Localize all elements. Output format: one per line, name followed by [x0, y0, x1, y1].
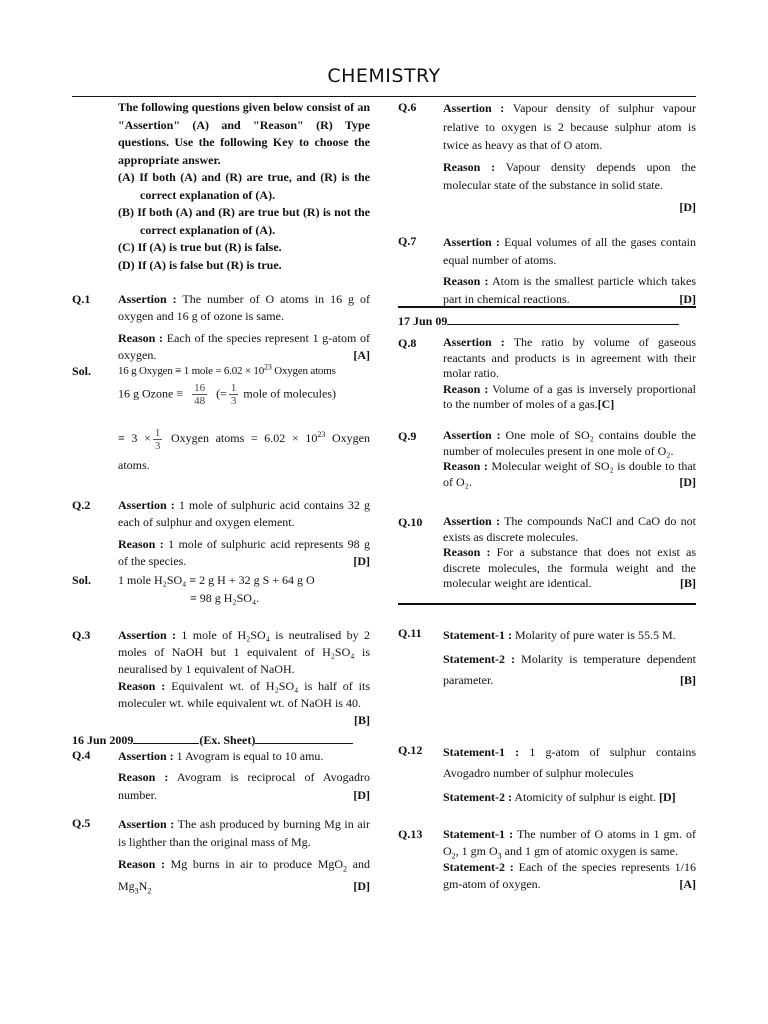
- q6-assertion: Assertion : Vapour density of sulphur vapour relative to oxygen is 2 because sulphur atom is twice as heavy as that of O atom.: [443, 101, 696, 152]
- q1-sol-line1: 16 g Oxygen ≡ 1 mole = $6.02 \times 10^{23}$ Oxygen atoms: [118, 362, 336, 377]
- q3-answer: [B]: [354, 713, 370, 727]
- q13-block: [443, 826, 696, 892]
- q4-answer: [D]: [353, 788, 370, 802]
- q10-assertion: Assertion : The compounds NaCl and CaO do not exists as discrete molecules.: [443, 514, 696, 544]
- fraction: $\frac{16}{48}$: [194, 382, 206, 407]
- q13-statement1: Statement-1 : The number of O atoms in 1 gm. of $O_2$, 1 gm $O_3$ and 1 gm of atomic oxygen is same.: [443, 827, 696, 860]
- q12-statement1: Statement-1 : 1 g-atom of sulphur contains Avogadro number of sulphur molecules: [443, 745, 696, 780]
- q10-number: Q.10: [398, 515, 423, 529]
- section-rule: [398, 603, 696, 605]
- q11-statement2: Statement-2 : Molarity is temperature dependent parameter. [B]: [443, 649, 696, 691]
- q13-statement2: Statement-2 : Each of the species represents 1/16 gm-atom of oxygen. [A]: [443, 860, 696, 891]
- q12-answer: [D]: [658, 790, 676, 804]
- q2-sol-line2: ≡ 98 g H₂SO₄.: [190, 591, 260, 605]
- q5-assertion: Assertion : The ash produced by burning Mg in air is lighther than the original mass of Mg.: [118, 817, 370, 849]
- q3-block: [118, 627, 370, 729]
- q7-number: Q.7: [398, 234, 417, 248]
- q9-answer: [D]: [679, 474, 696, 489]
- q9-reason: Reason : Molecular weight of SO₂ is double to that of O₂. [D]: [443, 459, 697, 489]
- fraction: $\frac{1}{3}$: [154, 426, 161, 452]
- q1-answer: [A]: [353, 348, 370, 362]
- q2-assertion: Assertion : 1 mole of sulphuric acid contains 32 g each of sulphur and oxygen element.: [118, 498, 370, 529]
- q10-reason: Reason : For a substance that does not exist as discrete molecules, the formula weight and the molecular weight are identical. [B]: [443, 545, 697, 590]
- q10-answer: [B]: [680, 576, 696, 590]
- q6-answer: [D]: [679, 199, 696, 214]
- date-heading-jun09: 17 Jun 09: [398, 313, 679, 330]
- date-heading-ex-sheet: 16 Jun 2009 (Ex. Sheet): [72, 732, 372, 749]
- q9-number: Q.9: [398, 429, 417, 443]
- q5-reason: Reason : Mg burns in air to produce MgO$_2$ and $Mg_3N_2$ [D]: [118, 857, 371, 896]
- q4-reason: Reason : Avogram is reciprocal of Avogadro number. [D]: [118, 770, 370, 802]
- q5-number: Q.5: [72, 816, 91, 830]
- q11-answer: [B]: [680, 673, 696, 687]
- q2-sol-label: Sol.: [72, 573, 92, 587]
- key-b: (B) If both (A) and (R) are true but (R) is not the correct explanation of (A).: [118, 205, 370, 237]
- q1-number: Q.1: [72, 292, 91, 306]
- q1-sol-line2: 16 g Ozone ≡ $\frac{16}{48}$ (= $\frac{1}{3}$ mole of molecules): [118, 382, 336, 407]
- q2-reason: Reason : 1 mole of sulphuric acid represents 98 g of the species. [D]: [118, 537, 370, 568]
- q11-statement1: Statement-1 : Molarity of pure water is 55.5 M.: [443, 628, 676, 642]
- q3-assertion: Assertion : 1 mole of H₂SO₄ is neutralised by 2 moles of NaOH but 1 equivalent of H₂SO₄ is neuralised by 1 equivalent of NaOH.: [118, 628, 370, 676]
- q7-assertion: Assertion : Equal volumes of all the gases contain equal number of atoms.: [443, 235, 696, 267]
- q4-assertion: Assertion : 1 Avogram is equal to 10 amu.: [118, 749, 324, 763]
- q2-sol-line1: 1 mole H₂SO₄ ≡ 2 g H + 32 g S + 64 g O: [118, 573, 315, 587]
- fraction: $\frac{1}{3}$: [230, 382, 237, 407]
- q8-answer: [C]: [597, 397, 615, 411]
- key-d: (D) If (A) is false but (R) is true.: [118, 257, 282, 272]
- q8-reason: Reason : Volume of a gas is inversely proportional to the number of moles of a gas.[C]: [443, 381, 696, 411]
- q2-number: Q.2: [72, 498, 91, 512]
- q6-block: [443, 99, 696, 216]
- title-rule: [72, 96, 696, 97]
- q4-block: [118, 747, 370, 804]
- q9-block: [443, 428, 696, 490]
- assertion-label: Assertion :: [118, 292, 177, 306]
- q1-sol-line3: ≡ 3 × $\frac{1}{3}$ Oxygen atoms = $6.02 \times 10^{23}$ Oxygen atoms.: [118, 426, 370, 472]
- intro-text: The following questions given below consist of an "Assertion" (A) and "Reason" (R) Type questions. Use the following Key to choose the appropriate answer.: [118, 100, 370, 167]
- q8-block: [443, 335, 696, 413]
- q4-number: Q.4: [72, 748, 91, 762]
- q11-number: Q.11: [398, 626, 422, 640]
- q7-block: [443, 233, 696, 308]
- key-c: (C) If (A) is true but (R) is false.: [118, 240, 282, 254]
- q6-reason: Reason : Vapour density depends upon the molecular state of the substance in solid state.: [443, 159, 696, 192]
- q1-reason: Reason : Each of the species represent 1 g-atom of oxygen. [A]: [118, 331, 370, 362]
- q10-block: [443, 514, 696, 592]
- q1-block: [118, 291, 370, 364]
- q12-number: Q.12: [398, 743, 423, 757]
- q7-answer: [D]: [679, 292, 696, 306]
- q2-block: [118, 497, 370, 570]
- q6-number: Q.6: [398, 100, 417, 114]
- q9-assertion: Assertion : One mole of SO₂ contains double the number of molecules present in one mole of O₂.: [443, 428, 696, 458]
- q1-sol-label: Sol.: [72, 364, 92, 378]
- q12-block: [443, 742, 696, 808]
- q8-assertion: Assertion : The ratio by volume of gaseous reactants and products is in agreement with their molar ratio.: [443, 335, 696, 380]
- page-title: CHEMISTRY: [327, 65, 441, 87]
- q8-number: Q.8: [398, 336, 417, 350]
- q2-answer: [D]: [353, 554, 370, 568]
- q1-assertion: Assertion : The number of O atoms in 16 g of oxygen and 16 g of ozone is same.: [118, 292, 370, 323]
- q13-answer: [A]: [679, 876, 696, 891]
- q12-statement2: Statement-2 : Atomicity of sulphur is eight. [D]: [443, 790, 676, 804]
- section-rule: [398, 306, 696, 308]
- q3-reason: Reason : Equivalent wt. of H₂SO₄ is half of its moleculer wt. while equivalent wt. of NaOH is 40.: [118, 679, 370, 710]
- q11-block: [443, 625, 696, 691]
- q13-number: Q.13: [398, 827, 423, 841]
- key-a: (A) If both (A) and (R) are true, and (R) is the correct explanation of (A).: [118, 170, 370, 202]
- q7-reason: Reason : Atom is the smallest particle which takes part in chemical reactions. [D]: [443, 274, 696, 306]
- q5-answer: [D]: [353, 879, 370, 893]
- intro-block: [118, 99, 370, 274]
- q3-number: Q.3: [72, 628, 91, 642]
- q5-block: [118, 815, 370, 897]
